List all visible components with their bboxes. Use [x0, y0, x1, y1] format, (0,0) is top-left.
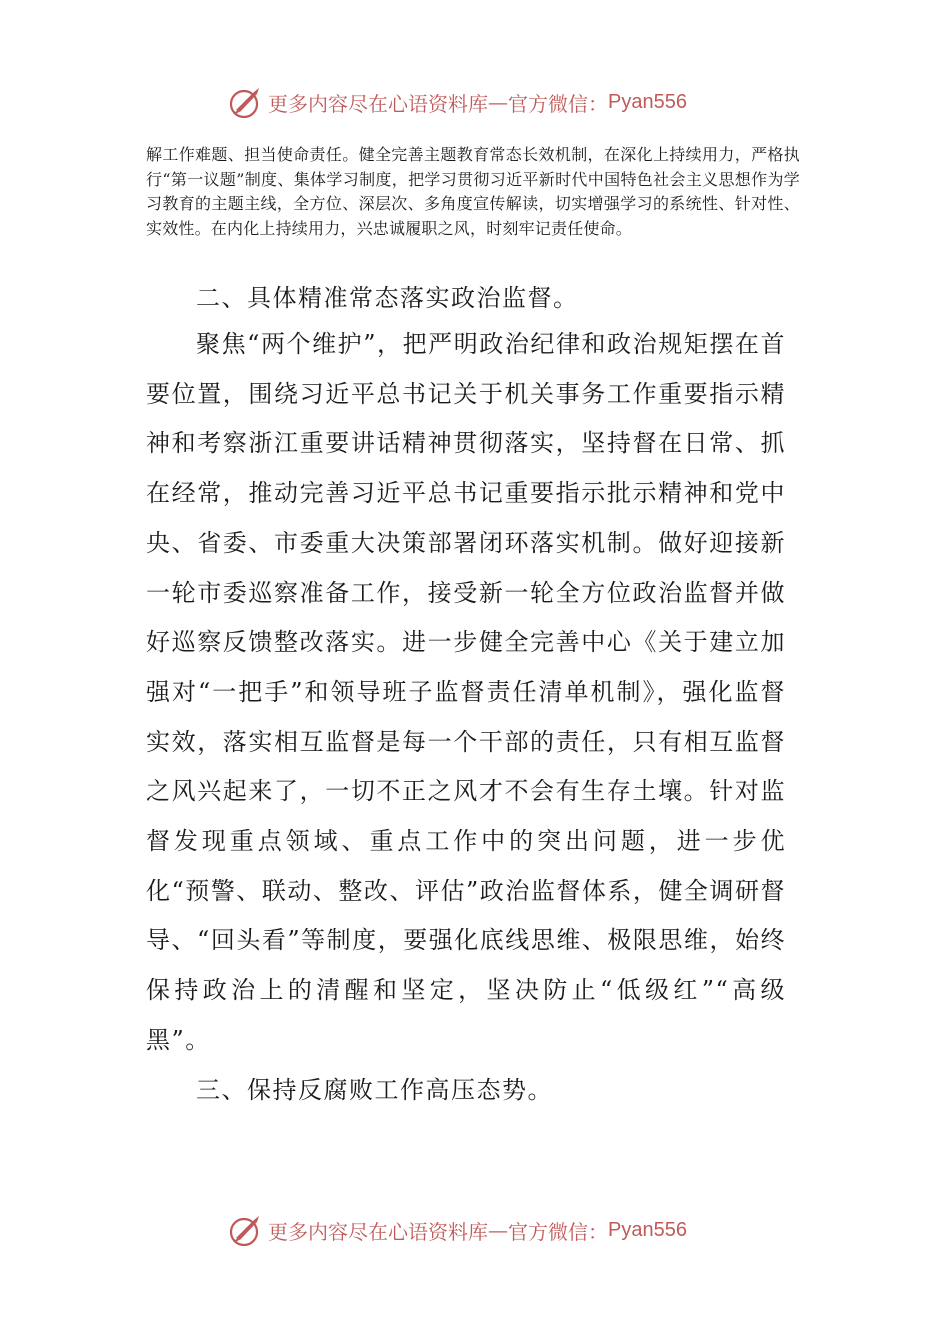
watermark-wechat-label: 官方微信：: [508, 91, 608, 116]
intro-paragraph: 解工作难题、担当使命责任。健全完善主题教育常态长效机制，在深化上持续用力，严格执行“第一议题”制度、集体学习制度，把学习贯彻习近平新时代中国特色社会主义思想作为学习教育的主题主线，全方位、深层次、多角度宣传解读，切实增强学习的系统性、针对性、实效性。在内化上持续用力，兴忠诚履职之风，时刻牢记责任使命。: [146, 145, 800, 238]
section-paragraph-2: 聚焦“两个维护”，把严明政治纪律和政治规矩摆在首要位置，围绕习近平总书记关于机关事务工作重要指示精神和考察浙江重要讲话精神贯彻落实，坚持督在日常、抓在经常，推动完善习近平总书记重要指示批示精神和党中央、省委、市委重大决策部署闭环落实机制。做好迎接新一轮市委巡察准备工作，接受新一轮全方位政治监督并做好巡察反馈整改落实。进一步健全完善中心《关于建立加强对“一把手”和领导班子监督责任清单机制》，强化监督实效，落实相互监督是每一个干部的责任，只有相互监督之风兴起来了，一切不正之风才不会有生存土壤。针对监督发现重点领域、重点工作中的突出问题，进一步优化“预警、联动、整改、评估”政治监督体系，健全调研督导、“回头看”等制度，要强化底线思维、极限思维，始终保持政治上的清醒和坚定，坚决防止“低级红”“高级黑”。: [146, 330, 786, 1054]
watermark-text: 更多内容尽在心语资料库: [268, 1219, 488, 1244]
pen-logo-icon: [228, 84, 264, 120]
pen-logo-icon: [228, 1212, 264, 1248]
watermark-dash: —: [488, 90, 508, 114]
section-heading-2: 二、具体精准常态落实政治监督。: [196, 284, 579, 312]
watermark-wechat-label: 官方微信：: [508, 1219, 608, 1244]
watermark-banner-bottom: [228, 1210, 687, 1250]
section-heading-3: 三、保持反腐败工作高压态势。: [196, 1076, 553, 1104]
watermark-text: 更多内容尽在心语资料库: [268, 91, 488, 116]
watermark-wechat-id: Pyan556: [608, 90, 687, 113]
watermark-banner-top: [228, 82, 687, 122]
watermark-wechat-id: Pyan556: [608, 1218, 687, 1241]
watermark-dash: —: [488, 1218, 508, 1242]
